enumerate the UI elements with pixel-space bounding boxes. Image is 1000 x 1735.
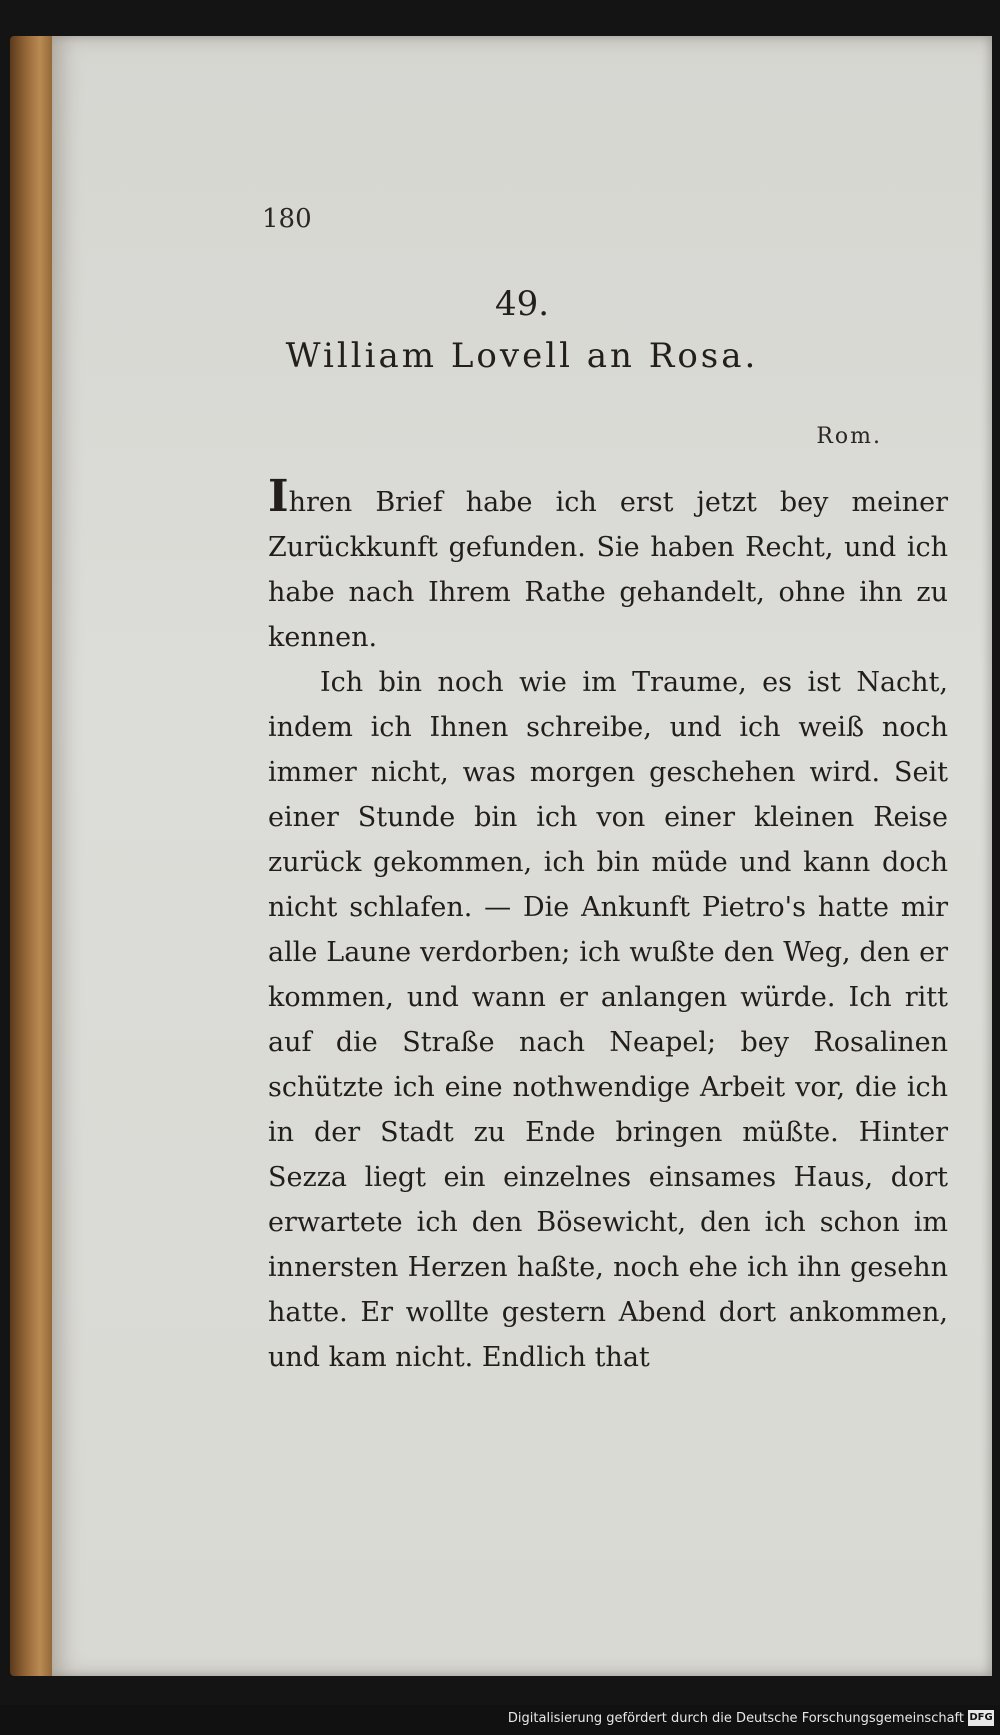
letter-number: 49. (494, 284, 550, 324)
dfg-logo: DFG (968, 1710, 994, 1726)
funding-credit: Digitalisierung gefördert durch die Deutsche Forschungsgemeinschaft (507, 1711, 964, 1726)
letter-place: Rom. (816, 424, 882, 449)
paragraph: Ihren Brief habe ich erst jetzt bey meiner Zurückkunft gefunden. Sie haben Recht, und ich habe nach Ihrem Rathe gehandelt, ohne ihn zu kennen. (268, 471, 948, 653)
letter-title: William Lovell an Rosa. (285, 336, 759, 376)
page-number: 180 (262, 204, 312, 234)
paragraph: Ich bin noch wie im Traume, es ist Nacht, indem ich Ihnen schreibe, und ich weiß noch immer nicht, was morgen geschehen wird. Seit einer Stunde bin ich von einer kleinen Reise zurück gekommen, ich bin müde und kann doch nicht schlafen. — Die Ankunft Pietro's hatte mir alle Laune verdorben; ich wußte den Weg, den er kommen, und wann er anlangen würde. Ich ritt auf die Straße nach Neapel; bey Rosalinen schützte ich eine nothwendige Arbeit vor, die ich in der Stadt zu Ende bringen müßte. Hinter Sezza liegt ein einzelnes einsames Haus, dort erwartete ich den Bösewicht, den ich schon im innersten Herzen haßte, noch ehe ich ihn gesehn hatte. Er wollte gestern Abend dort ankommen, und kam nicht. Endlich that (268, 667, 948, 1373)
book-page (52, 36, 992, 1676)
letter-body (268, 471, 948, 1380)
